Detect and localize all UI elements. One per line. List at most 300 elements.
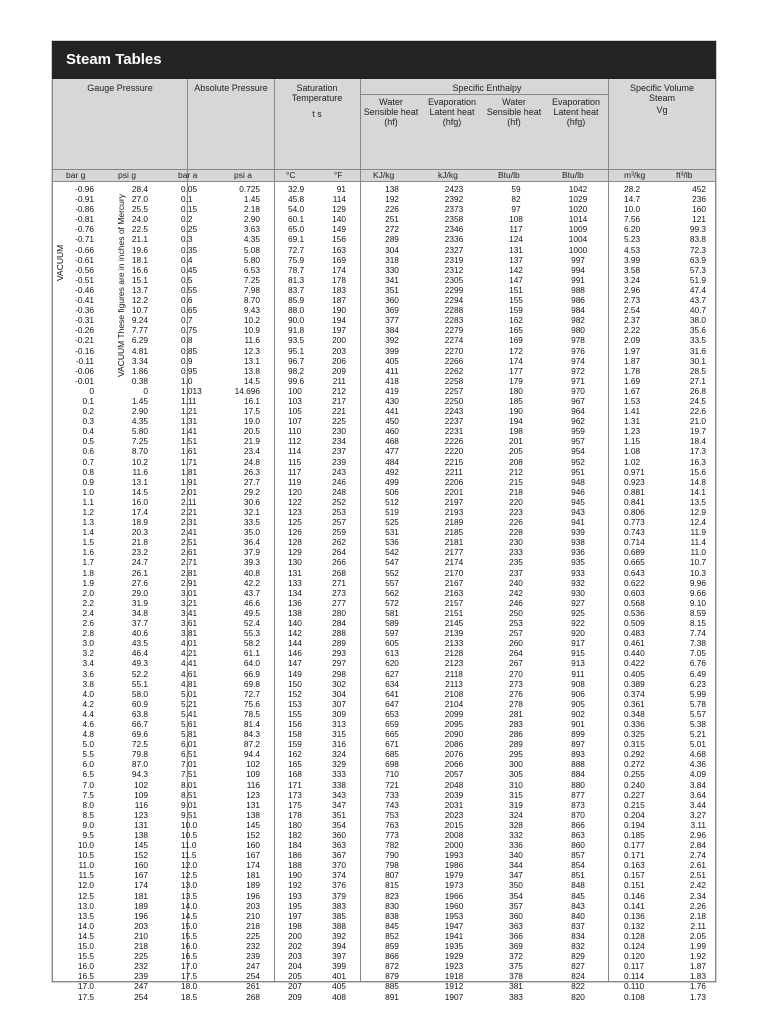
table-cell: 938 [571,537,585,548]
table-cell: 142 [509,264,523,275]
table-cell: 28.5 [689,365,706,376]
table-cell: 1.51 [181,436,198,447]
table-cell: 1029 [568,194,588,205]
table-cell: 7.25 [243,274,260,285]
table-cell: 5.01 [181,688,198,699]
table-cell: 2139 [444,628,464,639]
table-cell: 6.29 [131,335,148,346]
table-cell: 2279 [444,325,464,336]
table-cell: 78.5 [243,708,260,719]
table-cell: 13.7 [131,284,148,295]
table-cell: 394 [332,941,346,952]
table-cell: 893 [571,749,585,760]
table-cell: 49.5 [243,607,260,618]
table-cell: 721 [385,779,399,790]
unit-m3-kg: m³/kg [624,170,646,180]
table-cell: 2220 [444,446,464,457]
table-cell: 185 [509,395,523,406]
table-cell: 13.1 [131,476,148,487]
table-cell: 158 [288,729,302,740]
table-cell: 954 [571,446,585,457]
table-cell: 1.9 [82,577,94,588]
table-cell: 252 [332,496,346,507]
table-cell: 21.8 [131,537,148,548]
table-cell: 123 [288,507,302,517]
table-cell: 52.4 [243,618,260,629]
table-cell: 2.54 [624,305,641,316]
table-cell: 220 [509,496,523,507]
table-cell: 2270 [444,345,464,356]
table-cell: 0.971 [624,466,645,477]
table-cell: 2.05 [689,930,706,941]
table-cell: 210 [134,930,148,941]
table-cell: 450 [385,416,399,427]
table-cell: 295 [509,749,523,760]
table-cell: 149 [288,668,302,679]
table-cell: 399 [332,961,346,972]
unit-psi-a: psi a [234,170,252,180]
table-cell: 2145 [444,618,464,629]
table-cell: -0.91 [75,194,94,205]
table-cell: 2250 [444,395,464,406]
table-cell: 2193 [444,507,464,517]
table-cell: 0.55 [181,284,198,295]
table-cell: 1.99 [689,941,706,952]
table-cell: 125 [288,517,302,528]
table-cell: 304 [332,688,346,699]
table-cell: 1.69 [624,375,641,386]
table-cell: 477 [385,446,399,457]
table-cell: 2174 [444,557,464,568]
table-cell: 124 [509,234,523,245]
table-cell: 857 [571,850,585,861]
table-cell: 193 [288,890,302,901]
table-cell: 2.84 [689,840,706,851]
table-cell: 34.8 [131,607,148,618]
table-cell: 100 [288,385,302,396]
table-cell: 351 [385,284,399,295]
table-cell: 922 [571,618,585,629]
table-cell: 162 [288,749,302,760]
table-cell: 15.5 [181,930,198,941]
table-cell: 408 [332,991,346,1002]
table-cell: 360 [385,295,399,306]
table-cell: 115 [288,456,302,467]
table-cell: 3.41 [181,607,198,618]
table-cell: 40.7 [689,305,706,316]
table-cell: 140 [332,214,346,225]
table-cell: 186 [288,850,302,861]
table-cell: 40.6 [131,628,148,639]
table-cell: 0.643 [624,567,645,578]
table-cell: 189 [246,880,260,891]
table-cell: 824 [571,971,585,982]
table-cell: 0.05 [181,184,198,194]
table-cell: 0.272 [624,759,645,770]
table-cell: 6.20 [624,224,641,235]
table-cell: 178 [288,809,302,820]
table-cell: 261 [246,981,260,992]
table-cell: 3.44 [689,799,706,810]
table-cell: 392 [332,930,346,941]
table-cell: 401 [332,971,346,982]
table-cell: 3.61 [181,618,198,629]
table-cell: 58.0 [131,688,148,699]
table-cell: 2.09 [624,335,641,346]
table-cell: 257 [509,628,523,639]
table-cell: 698 [385,759,399,770]
table-cell: 385 [332,910,346,921]
table-cell: 0.45 [181,264,198,275]
table-cell: 2.11 [690,920,706,931]
table-cell: 2327 [444,244,464,255]
table-cell: 232 [134,961,148,972]
table-cell: 2312 [444,264,464,275]
table-cell: 2031 [444,799,464,810]
table-cell: 1.83 [689,971,706,982]
table-cell: 2215 [444,456,464,467]
table-cell: 304 [385,244,399,255]
table-cell: 99.3 [689,224,706,235]
table-cell: 110 [288,426,302,437]
table-cell: 1.91 [181,476,198,487]
table-cell: 8.59 [689,607,706,618]
table-cell: 790 [385,850,399,861]
table-cell: 1941 [444,930,464,941]
table-cell: 251 [385,214,399,225]
table-cell: 2.11 [181,496,197,507]
table-cell: 13.5 [181,890,198,901]
table-cell: 2.96 [689,830,706,840]
table-cell: 1042 [568,184,588,194]
table-cell: 2.0 [82,587,94,598]
table-cell: 284 [332,618,346,629]
table-cell: 941 [571,517,585,528]
table-cell: 962 [571,416,585,427]
table-cell: 1.53 [624,395,641,406]
table-cell: 2163 [444,587,464,598]
table-cell: 397 [332,951,346,962]
table-cell: 492 [385,466,399,477]
table-cell: 597 [385,628,399,639]
table-cell: 0.7 [82,456,94,467]
table-cell: 24.7 [131,557,148,568]
table-cell: 18.9 [131,517,148,528]
table-cell: 976 [571,345,585,356]
col-divider [274,79,275,982]
table-cell: 209 [288,991,302,1002]
table-cell: 363 [509,920,523,931]
page-title: Steam Tables [66,51,162,68]
table-cell: 376 [332,880,346,891]
table-cell: 55.1 [131,678,148,689]
table-cell: 908 [571,678,585,689]
table-cell: 114 [288,446,302,457]
table-cell: 168 [288,769,302,780]
table-cell: 753 [385,809,399,820]
table-cell: 2185 [444,527,464,538]
table-cell: 21.1 [131,234,148,245]
table-cell: 375 [509,961,523,972]
table-cell: 151 [509,284,523,295]
table-cell: 126 [288,527,302,538]
table-cell: 2231 [444,426,464,437]
table-cell: 1.73 [689,991,706,1002]
table-cell: 246 [332,476,346,487]
table-cell: 10.5 [77,850,94,861]
table-cell: -0.56 [75,264,94,275]
table-cell: 16.6 [131,264,148,275]
table-cell: 0.841 [624,496,645,507]
table-cell: 82 [511,194,521,205]
table-cell: 83.8 [689,234,706,245]
table-cell: 2243 [444,406,464,417]
table-cell: 243 [332,466,346,477]
table-cell: 26.3 [243,466,260,477]
table-cell: 9.0 [82,819,94,830]
table-cell: 0.9 [82,476,94,487]
table-cell: 0.75 [181,325,198,336]
table-cell: 281 [509,708,523,719]
table-cell: 4.6 [82,718,94,729]
table-cell: 205 [509,446,523,457]
table-cell: 3.81 [181,628,198,639]
table-cell: 18.4 [689,436,706,447]
table-cell: 267 [509,658,523,669]
table-cell: 2.96 [624,284,641,295]
table-cell: 685 [385,749,399,760]
table-cell: 239 [332,456,346,467]
table-cell: 254 [134,991,148,1002]
table-cell: 948 [571,476,585,487]
table-cell: 984 [571,305,585,316]
table-cell: 11.4 [690,537,706,548]
table-cell: 0.15 [181,204,198,215]
table-cell: 15.1 [131,274,148,285]
enthalpy-subdivider [360,94,608,95]
table-cell: 8.70 [131,446,148,457]
unit-deg-c: °C [286,170,296,180]
table-cell: 5.0 [82,739,94,750]
table-cell: 145 [246,819,260,830]
table-cell: 6.01 [181,739,198,750]
table-cell: 14.8 [689,476,706,487]
table-cell: 13.0 [181,880,198,891]
table-cell: 925 [571,607,585,618]
table-cell: 288 [332,628,346,639]
table-cell: 324 [509,809,523,820]
table-cell: 0.6 [82,446,94,457]
table-cell: 773 [385,830,399,840]
table-cell: 16.0 [131,496,148,507]
table-cell: 8.70 [243,295,260,306]
table-cell: 5.5 [82,749,94,760]
table-cell: 383 [509,991,523,1002]
table-cell: 2274 [444,335,464,346]
table-cell: 0.194 [624,819,645,830]
table-cell: 0 [143,385,148,396]
table-cell: 202 [288,941,302,952]
table-cell: 201 [509,436,523,447]
table-cell: 145 [134,840,148,851]
table-cell: 10.3 [689,567,706,578]
table-cell: 2.21 [181,507,198,517]
table-cell: 367 [332,850,346,861]
table-cell: 2113 [445,678,463,689]
table-cell: 2.81 [181,567,198,578]
table-cell: 4.36 [689,759,706,770]
table-cell: 233 [509,547,523,558]
table-cell: 978 [571,335,585,346]
table-cell: 1.3 [82,517,94,528]
table-cell: 0.568 [624,597,645,608]
table-cell: 319 [509,799,523,810]
table-cell: 16.5 [77,971,94,982]
table-cell: 167 [246,850,260,861]
table-cell: 146 [288,648,302,659]
table-cell: 710 [385,769,399,780]
table-cell: 188 [288,860,302,871]
table-cell: 253 [332,507,346,517]
table-cell: 952 [571,456,585,467]
table-cell: 47.4 [689,284,706,295]
table-cell: 14.0 [181,900,198,911]
table-cell: 169 [509,335,523,346]
table-cell: 179 [509,375,523,386]
table-cell: 239 [246,951,260,962]
table-cell: 9.51 [181,809,198,820]
table-cell: 72.7 [243,688,260,699]
table-cell: 0.374 [624,688,645,699]
table-cell: 2294 [444,295,464,306]
table-cell: 381 [509,981,523,992]
table-cell: 0.146 [624,890,645,901]
table-cell: 840 [571,910,585,921]
table-cell: 0.405 [624,668,645,679]
table-cell: 1.92 [689,951,706,962]
table-cell: 1973 [444,880,464,891]
table-cell: 43.7 [243,587,260,598]
table-cell: 1.5 [82,537,94,548]
table-cell: 0.151 [624,880,645,891]
table-cell: 0.240 [624,779,645,790]
table-cell: 0.483 [624,628,645,639]
unit-btu-evap: Btu/lb [562,170,584,180]
table-cell: 2283 [444,315,464,326]
table-cell: 4.35 [131,416,148,427]
table-cell: 0.5 [82,436,94,447]
table-cell: 2.6 [82,618,94,629]
table-cell: 338 [332,779,346,790]
table-cell: 1966 [444,890,464,901]
table-cell: 0.292 [624,749,645,760]
table-cell: 384 [385,325,399,336]
header-gauge-pressure: Gauge Pressure [87,83,153,93]
table-cell: 897 [571,739,585,750]
table-cell: 218 [509,486,523,497]
table-cell: 2258 [444,375,464,386]
table-cell: 419 [385,385,399,396]
table-cell: 411 [385,365,399,376]
table-cell: 172 [509,345,523,356]
table-cell: 10.7 [131,305,148,316]
column-m3-kg [624,184,660,1002]
table-cell: 32.1 [243,507,260,517]
vacuum-mercury-note: VACUUM These figures are in inches of Mercury [116,194,126,377]
table-cell: 14.0 [77,920,94,931]
table-cell: -0.66 [75,244,94,255]
table-cell: 64.0 [243,658,260,669]
table-cell: 49.3 [131,658,148,669]
table-cell: 6.76 [689,658,706,669]
header-specific-enthalpy: Specific Enthalpy [452,83,522,93]
table-cell: 2423 [444,184,464,194]
table-cell: 613 [385,648,399,659]
table-cell: 198 [288,920,302,931]
table-cell: 35.6 [689,325,706,336]
table-cell: 140 [288,618,302,629]
table-cell: 43.5 [131,638,148,649]
column-bar-a [181,184,217,1002]
col-divider [715,79,716,982]
table-cell: 2.41 [181,527,198,538]
table-cell: 333 [332,769,346,780]
table-cell: 866 [385,951,399,962]
table-cell: 378 [509,971,523,982]
table-cell: 2288 [444,305,464,316]
table-cell: 246 [509,597,523,608]
table-cell: 75.6 [243,698,260,709]
table-cell: 116 [134,799,148,810]
table-cell: -0.86 [75,204,94,215]
table-cell: 2023 [444,809,464,820]
table-cell: 3.6 [82,668,94,679]
table-cell: 589 [385,618,399,629]
table-cell: 208 [509,456,523,467]
header-saturation-temperature: Saturation Temperature [291,83,343,103]
table-cell: 547 [385,557,399,568]
table-cell: 0.4 [82,426,94,437]
table-cell: 19.0 [243,416,260,427]
table-cell: 218 [134,941,148,952]
table-cell: 99.6 [288,375,305,386]
table-cell: 57.3 [689,264,706,275]
table-cell: 2.2 [82,597,94,608]
table-cell: 997 [571,254,585,265]
table-cell: 363 [332,840,346,851]
table-cell: 72.3 [689,244,706,255]
table-cell: 7.0 [82,779,94,790]
header-specific-volume: Specific Volume Steam [629,83,695,103]
table-cell: 1.87 [689,961,706,972]
table-cell: 24.0 [131,214,148,225]
table-cell: 891 [385,991,399,1002]
table-cell: 20.5 [243,426,260,437]
table-cell: 885 [385,981,399,992]
table-cell: 360 [332,830,346,840]
table-cell: 133 [288,577,302,588]
table-cell: 1912 [444,981,464,992]
table-cell: 5.80 [243,254,260,265]
header-specific-volume-symbol: Vg [656,105,668,115]
table-cell: 945 [571,496,585,507]
table-cell: 95.1 [288,345,305,356]
table-cell: -0.26 [75,325,94,336]
table-cell: 2015 [444,819,464,830]
table-cell: 225 [134,951,148,962]
table-cell: 27.7 [243,476,260,487]
column-temp-f [322,184,346,1002]
